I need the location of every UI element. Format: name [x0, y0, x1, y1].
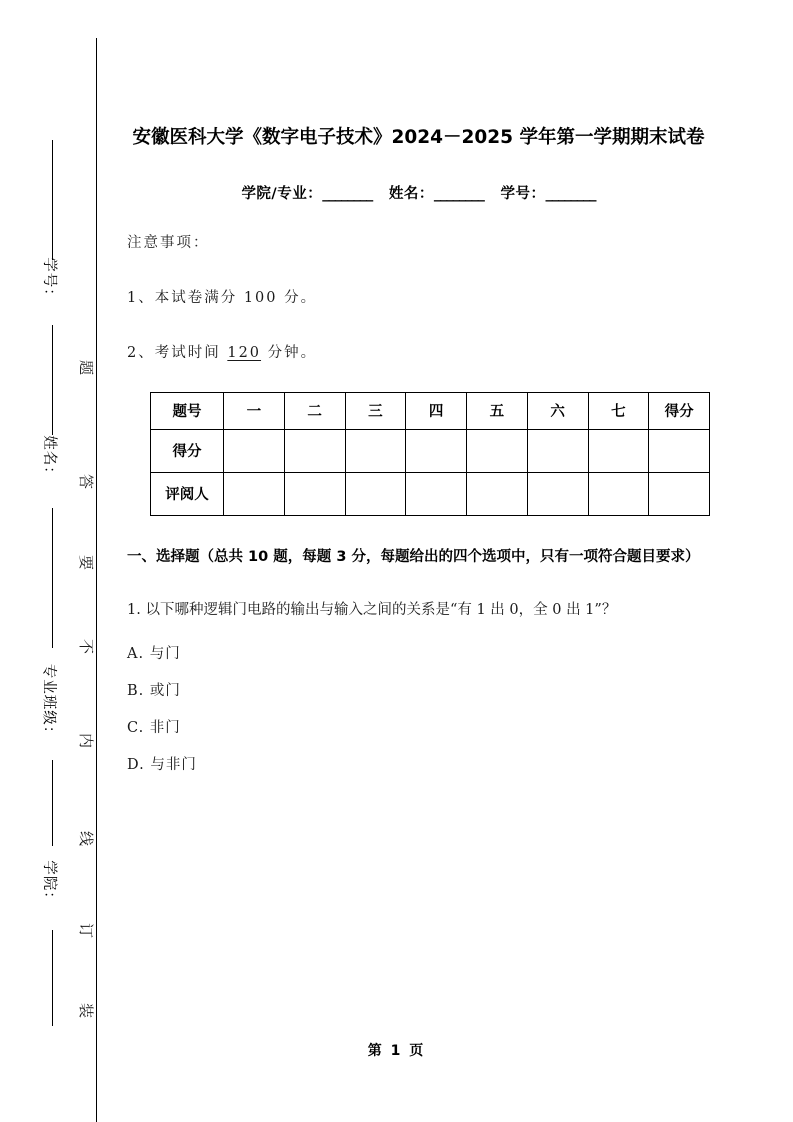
score-table-header-6: 六 [527, 392, 588, 429]
binding-blank-line-4 [52, 760, 53, 846]
binding-label-name-text: 姓名： [40, 435, 57, 482]
binding-inner-char-7 [76, 1000, 98, 1021]
binding-blank-line-5 [52, 930, 53, 1026]
score-table-wrapper [127, 362, 710, 516]
reviewer-cell[interactable] [406, 472, 467, 515]
binding-inner-char-4-text: 内 [77, 732, 96, 749]
score-table-header-4: 四 [406, 392, 467, 429]
binding-inner-char-0-text: 题 [77, 359, 96, 376]
score-table-header-5: 五 [467, 392, 528, 429]
section-heading-1: 一、选择题（总共 10 题，每题 3 分，每题给出的四个选项中，只有一项符合题目要求） [127, 548, 700, 565]
score-cell[interactable] [284, 429, 345, 472]
reviewer-cell[interactable] [588, 472, 649, 515]
score-cell[interactable] [224, 429, 285, 472]
binding-inner-char-2 [76, 552, 98, 573]
binding-inner-char-4 [76, 730, 98, 751]
score-cell[interactable] [588, 429, 649, 472]
question-1-stem: 1. 以下哪种逻辑门电路的输出与输入之间的关系是“有 1 出 0，全 0 出 1”？ [127, 601, 617, 618]
binding-inner-char-2-text: 要 [77, 554, 96, 571]
name-label: 姓名： [388, 185, 434, 202]
reviewer-cell[interactable] [284, 472, 345, 515]
score-table-header-1: 一 [224, 392, 285, 429]
reviewer-cell[interactable] [527, 472, 588, 515]
binding-label-college-text: 学院： [40, 860, 57, 907]
page-title: 安徽医科大学《数字电子技术》2024－2025 学年第一学期期末试卷 [132, 127, 705, 148]
binding-label-class [0, 663, 100, 742]
binding-inner-char-3 [76, 636, 98, 657]
table-row [151, 472, 710, 515]
reviewer-cell[interactable] [345, 472, 406, 515]
score-table [150, 392, 710, 516]
page-footer: 第 1 页 [367, 1043, 426, 1059]
score-table-header-7: 七 [588, 392, 649, 429]
binding-inner-char-1 [76, 471, 98, 492]
question-1-option-a[interactable]: A. 与门 [127, 646, 181, 663]
note-item-2-suffix: 分钟。 [267, 344, 318, 361]
name-blank[interactable]: ________ [433, 185, 484, 202]
score-row-label-score: 得分 [151, 429, 224, 472]
score-cell[interactable] [467, 429, 528, 472]
score-table-header-3: 三 [345, 392, 406, 429]
student-id-blank[interactable]: ________ [545, 185, 596, 202]
note-item-2-prefix: 2、考试时间 [127, 344, 221, 361]
binding-label-student-id [0, 257, 100, 304]
reviewer-cell[interactable] [224, 472, 285, 515]
score-row-label-reviewer: 评阅人 [151, 472, 224, 515]
binding-inner-char-6 [76, 920, 98, 941]
score-cell[interactable] [527, 429, 588, 472]
college-major-blank[interactable]: ________ [322, 185, 373, 202]
table-row-header [151, 392, 710, 429]
binding-vertical-rule [96, 38, 97, 1122]
reviewer-cell[interactable] [649, 472, 710, 515]
binding-inner-char-6-text: 订 [77, 922, 96, 939]
score-table-header-2: 二 [284, 392, 345, 429]
score-table-header-8: 得分 [649, 392, 710, 429]
binding-label-class-text: 专业班级： [40, 663, 57, 742]
exam-paper-body [127, 0, 710, 1122]
binding-inner-char-5 [76, 828, 98, 849]
student-info-line [127, 154, 710, 203]
score-cell[interactable] [406, 429, 467, 472]
question-1-option-b[interactable]: B. 或门 [127, 683, 181, 700]
question-1-option-c[interactable]: C. 非门 [127, 720, 181, 737]
reviewer-cell[interactable] [467, 472, 528, 515]
student-id-label: 学号： [500, 185, 546, 202]
notes-heading: 注意事项： [127, 234, 210, 251]
binding-label-student-id-text: 学号： [40, 257, 57, 304]
score-table-header-0: 题号 [151, 392, 224, 429]
exam-duration-value: 120 [227, 344, 262, 361]
binding-label-college [0, 860, 100, 907]
binding-blank-line-1 [52, 140, 53, 260]
binding-label-name [0, 435, 100, 482]
binding-blank-line-3 [52, 508, 53, 648]
note-item-1: 1、本试卷满分 100 分。 [127, 289, 318, 306]
binding-inner-char-5-text: 线 [77, 830, 96, 847]
score-cell[interactable] [649, 429, 710, 472]
note-item-2 [127, 307, 710, 362]
binding-inner-char-0 [76, 357, 98, 378]
binding-blank-line-2 [52, 325, 53, 435]
score-cell[interactable] [345, 429, 406, 472]
binding-margin [0, 0, 100, 1122]
question-1-option-d[interactable]: D. 与非门 [127, 756, 197, 773]
binding-inner-char-3-text: 不 [77, 638, 96, 655]
binding-inner-char-7-text: 装 [77, 1002, 96, 1019]
college-major-label: 学院/专业： [241, 185, 323, 202]
table-row [151, 429, 710, 472]
binding-inner-char-1-text: 答 [77, 473, 96, 490]
